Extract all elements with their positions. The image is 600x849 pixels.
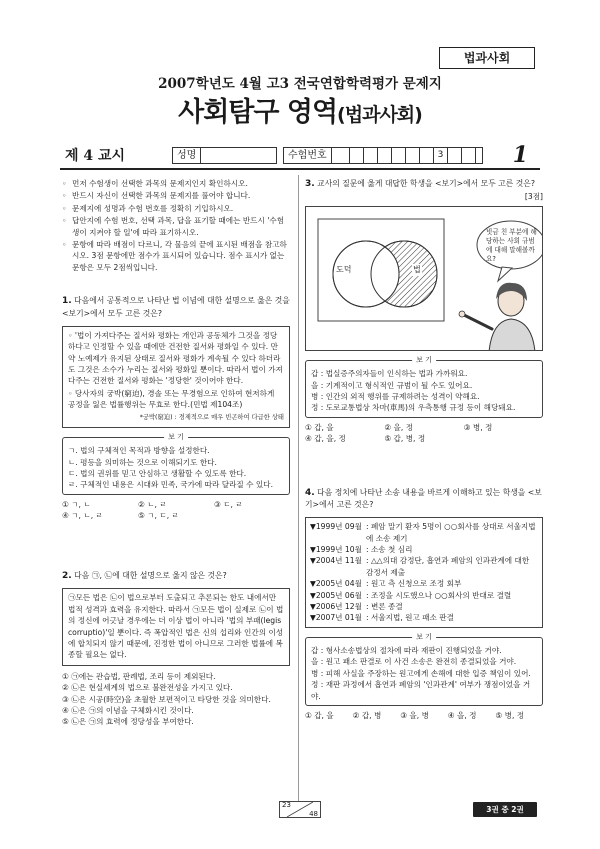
answer-choice[interactable]: ③ 을, 병	[400, 710, 429, 720]
answer-choice[interactable]: ② ㄴ, ㄹ	[138, 499, 167, 509]
exam-number-cell	[336, 148, 350, 163]
bogi-item: ㄷ. 법의 권위를 믿고 안심하고 생활할 수 있도록 한다.	[68, 468, 247, 478]
q1-bogi-box	[62, 433, 290, 495]
name-label: 성명	[173, 148, 201, 163]
bogi-title: 보 기	[164, 432, 188, 442]
period-label: 제 4 교시	[65, 148, 126, 164]
timeline-event: : 소송 첫 심리	[366, 545, 413, 555]
answer-choice[interactable]: ⑤ ㄱ, ㄷ, ㄹ	[138, 511, 179, 521]
exam-number-cell	[462, 148, 476, 163]
answer-choice[interactable]: ④ 갑, 을, 정	[305, 434, 346, 444]
q2-passage	[62, 588, 290, 665]
timeline-event: : 조정을 시도했으나 ○○회사의 반대로 결렬	[366, 590, 512, 600]
exam-number-label: 수험번호	[284, 148, 332, 163]
bogi-title: 보 기	[412, 355, 436, 365]
q4-choices	[305, 710, 543, 721]
answer-choice[interactable]: ① 갑, 을	[305, 710, 334, 720]
timeline-event: : 폐암 말기 환자 5명이 ○○회사를 상대로 서울지법에 소송 제기	[366, 522, 536, 543]
q4-timeline	[305, 517, 543, 628]
bogi-item: ㄴ. 평등을 의미하는 것으로 이해되기도 한다.	[68, 457, 217, 467]
speech-text: 빗금 친 부분에 해당하는 사회 규범에 대해 말해볼까요?	[486, 228, 537, 264]
q3-choices	[305, 422, 543, 445]
bogi-title: 보 기	[412, 632, 436, 642]
timeline-event: : 변론 종결	[366, 602, 403, 612]
page-title	[0, 90, 600, 129]
info-bar	[60, 142, 540, 168]
page-counter-current: 23	[282, 801, 291, 809]
timeline-row	[310, 521, 538, 544]
question-3	[305, 178, 543, 191]
page-counter-total: 48	[309, 810, 318, 818]
timeline-date: ▼2004년 11월	[310, 556, 362, 566]
answer-choice[interactable]: ② 갑, 병	[352, 710, 382, 720]
q1-choices	[62, 499, 290, 522]
timeline-row	[310, 601, 538, 612]
timeline-date: ▼2005년 04월	[310, 579, 362, 589]
bogi-item: 병 : 피해 사실을 주장하는 원고에게 손해에 대한 입증 책임이 있어.	[311, 668, 531, 678]
timeline-event: : △△의대 감정단, 흡연과 폐암의 인과관계에 대한 감정서 제출	[366, 556, 530, 577]
q2-choices	[62, 671, 290, 728]
instructions-list	[62, 178, 290, 273]
title-main: 사회탐구 영역	[178, 97, 338, 128]
passage-paragraph: ㉠모든 법은 ㉡이 법으로부터 도출되고 추론되는 한도 내에서만 법적 성격과 효력을 유지한다. 따라서 ㉠모든 법이 실제로 ㉡이 법의 정신에 어긋날 경우에는 더 이상 법이 아니라 '법의 부패(legis corruptio)'일 뿐이다. 즉 폭압적인 법은 신의 섭리와 인간의 이성에 합치되지 않기 때문에, 진정한 법이 아니므로 그러한 법률에 복종할 필요는 없다.	[68, 593, 284, 660]
question-number: 1.	[62, 296, 72, 307]
q4-bogi-box	[305, 632, 543, 706]
question-number: 3.	[305, 179, 315, 189]
teacher-hand	[459, 311, 465, 317]
bogi-item: ㄱ. 법의 구체적인 목적과 방향을 설정한다.	[68, 446, 210, 456]
answer-choice[interactable]: ⑤ 갑, 병, 정	[384, 434, 426, 444]
bogi-item: 을 : 기계적이고 형식적인 규범이 될 수도 있어요.	[311, 380, 473, 390]
question-2	[62, 570, 290, 583]
question-number: 4.	[305, 487, 315, 498]
answer-choice[interactable]: ① 갑, 을	[305, 422, 334, 432]
footnote: *궁박(窮迫) : 경제적으로 매우 빈곤하여 다급한 상태	[139, 413, 284, 421]
answer-choice[interactable]: ④ ㄱ, ㄴ, ㄹ	[62, 511, 103, 521]
timeline-row	[310, 544, 538, 555]
question-stem: 교사의 질문에 옳게 대답한 학생을 <보기>에서 모두 고른 것은?	[317, 179, 535, 188]
question-stem: 다음 ㉠, ㉡에 대한 설명으로 옳지 않은 것은?	[74, 570, 227, 580]
timeline-row	[310, 578, 538, 589]
bogi-item: 정 : 도로교통법상 차마(車馬)의 우측통행 규정 등이 해당돼요.	[311, 403, 516, 413]
answer-choice[interactable]: ② 을, 정	[384, 422, 414, 432]
answer-choice[interactable]: ① ㉠에는 관습법, 판례법, 조리 등이 제외된다.	[62, 671, 216, 681]
question-4	[305, 487, 543, 512]
answer-choice[interactable]: ③ ㄷ, ㄹ	[214, 499, 243, 509]
exam-number-cell	[448, 148, 462, 163]
instruction-item: ◦ 답안지에 수험 번호, 선택 과목, 답을 표기할 때에는 반드시 '수험생이 지켜야 할 일'에 따라 표기하시오.	[62, 215, 290, 238]
passage-paragraph: ◦ 당사자의 궁박(窮迫), 경솔 또는 무경험으로 인하여 현저하게 공정을 잃은 법률행위는 무효로 한다.(민법 제104조)	[68, 388, 275, 410]
instruction-item: ◦ 문항에 따라 배점이 다르니, 각 물음의 끝에 표시된 배점을 참고하시오. 3점 문항에만 점수가 표시되어 있습니다. 점수 표시가 없는 문항은 모두 2점씩입니다.	[62, 239, 290, 273]
exam-number-cell	[364, 148, 378, 163]
booklet-badge: 3권 중 2권	[473, 802, 537, 817]
answer-choice[interactable]: ① ㄱ, ㄴ	[62, 499, 91, 509]
exam-number-cell	[350, 148, 364, 163]
question-points: [3점]	[524, 191, 543, 201]
timeline-row	[310, 590, 538, 601]
speech-bubble-tail	[498, 267, 512, 281]
teacher-body	[489, 319, 535, 351]
exam-number-cell	[378, 148, 392, 163]
left-column	[62, 178, 290, 728]
instruction-item: ◦ 문제지에 성명과 수험 번호를 정확히 기입하시오.	[62, 203, 290, 214]
instruction-item: ◦ 반드시 자신이 선택한 과목의 문제지를 풀어야 합니다.	[62, 190, 290, 201]
exam-number-digit: 3	[434, 148, 448, 163]
title-paren: (법과사회)	[337, 104, 422, 126]
right-column	[305, 178, 543, 721]
exam-subheading: 2007학년도 4월 고3 전국연합학력평가 문제지	[158, 76, 442, 92]
bogi-item: 을 : 원고 패소 판결로 이 사건 소송은 완전히 종결되었을 거야.	[311, 657, 517, 667]
answer-choice[interactable]: ③ ㉡은 시공(時空)을 초월한 보편적이고 타당한 것을 의미한다.	[62, 694, 271, 704]
bogi-item: 정 : 재판 과정에서 흡연과 폐암의 '인과관계' 여부가 쟁점이었을 거야.	[311, 680, 531, 701]
question-number: 2.	[62, 570, 72, 581]
subject-badge: 법과사회	[439, 47, 535, 69]
q3-illustration	[305, 206, 543, 351]
timeline-date: ▼1999년 09월	[310, 522, 362, 532]
answer-choice[interactable]: ③ 병, 정	[463, 422, 493, 432]
timeline-row	[310, 555, 538, 578]
question-1	[62, 295, 290, 320]
teacher-arm	[464, 315, 492, 329]
bogi-item: 갑 : 형사소송법상의 절차에 따라 재판이 진행되었을 거야.	[311, 645, 502, 655]
timeline-date: ▼1999년 10월	[310, 545, 362, 555]
instruction-item: ◦ 먼저 수험생이 선택한 과목의 문제지인지 확인하시오.	[62, 178, 290, 189]
timeline-event: : 서울지법, 원고 패소 판결	[366, 613, 454, 623]
bogi-item: 갑 : 법실증주의자들이 인식하는 법과 가까워요.	[311, 369, 468, 379]
question-stem: 다음에서 공통적으로 나타난 법 이념에 대한 설명으로 옳은 것을 <보기>에서 모두 고른 것은?	[62, 296, 290, 319]
exam-number-field[interactable]	[283, 147, 483, 164]
page-counter	[279, 801, 321, 818]
page-number: 1	[512, 142, 528, 168]
name-field[interactable]	[172, 147, 277, 164]
bogi-item: 병 : 인간의 외적 행위를 규제하려는 성격이 약해요.	[311, 392, 480, 402]
q3-bogi-box	[305, 356, 543, 418]
header-rule	[60, 168, 540, 170]
question-stem: 다음 정치에 나타난 소송 내용을 바르게 이해하고 있는 학생을 <보기>에서 고른 것은?	[305, 487, 542, 510]
venn-label-law: 법	[413, 265, 421, 275]
bogi-item: ㄹ. 구체적인 내용은 시대와 민족, 국가에 따라 달라질 수 있다.	[68, 480, 274, 490]
timeline-date: ▼2006년 12월	[310, 602, 362, 612]
answer-choice[interactable]: ⑤ ㉡은 ㉠의 효력에 정당성을 부여한다.	[62, 717, 194, 727]
timeline-date: ▼2005년 06월	[310, 590, 362, 600]
venn-label-moral: 도덕	[336, 265, 352, 275]
passage-paragraph: ◦ '법이 가져다주는 질서와 평화는 개인과 공동체가 그것을 정당하다고 인정할 수 있을 때에만 건전한 질서와 평화일 수 있다. 만약 노예제가 유지된 상태로 질서와 평화가 계속될 수 있다 하더라도 그것은 소수가 누리는 질서와 평화일 뿐이다. 따라서 법이 가져다주는 건전한 질서와 평화는 '정당한' 것이어야 한다.	[68, 330, 283, 386]
exam-number-cell	[406, 148, 420, 163]
q1-passage	[62, 326, 290, 428]
timeline-date: ▼2007년 01월	[310, 613, 362, 623]
timeline-event: : 원고 측 신청으로 조정 회부	[366, 579, 462, 589]
timeline-row	[310, 612, 538, 623]
exam-number-cell	[392, 148, 406, 163]
exam-number-cell	[420, 148, 434, 163]
answer-choice[interactable]: ④ 을, 정	[447, 710, 477, 720]
answer-choice[interactable]: ④ ㉡은 ㉠의 이념을 구체화시킨 것이다.	[62, 705, 194, 715]
answer-choice[interactable]: ② ㉡은 현실세계의 법으로 불완전성을 가지고 있다.	[62, 683, 233, 693]
column-divider	[298, 175, 299, 815]
answer-choice[interactable]: ⑤ 병, 정	[495, 710, 525, 720]
